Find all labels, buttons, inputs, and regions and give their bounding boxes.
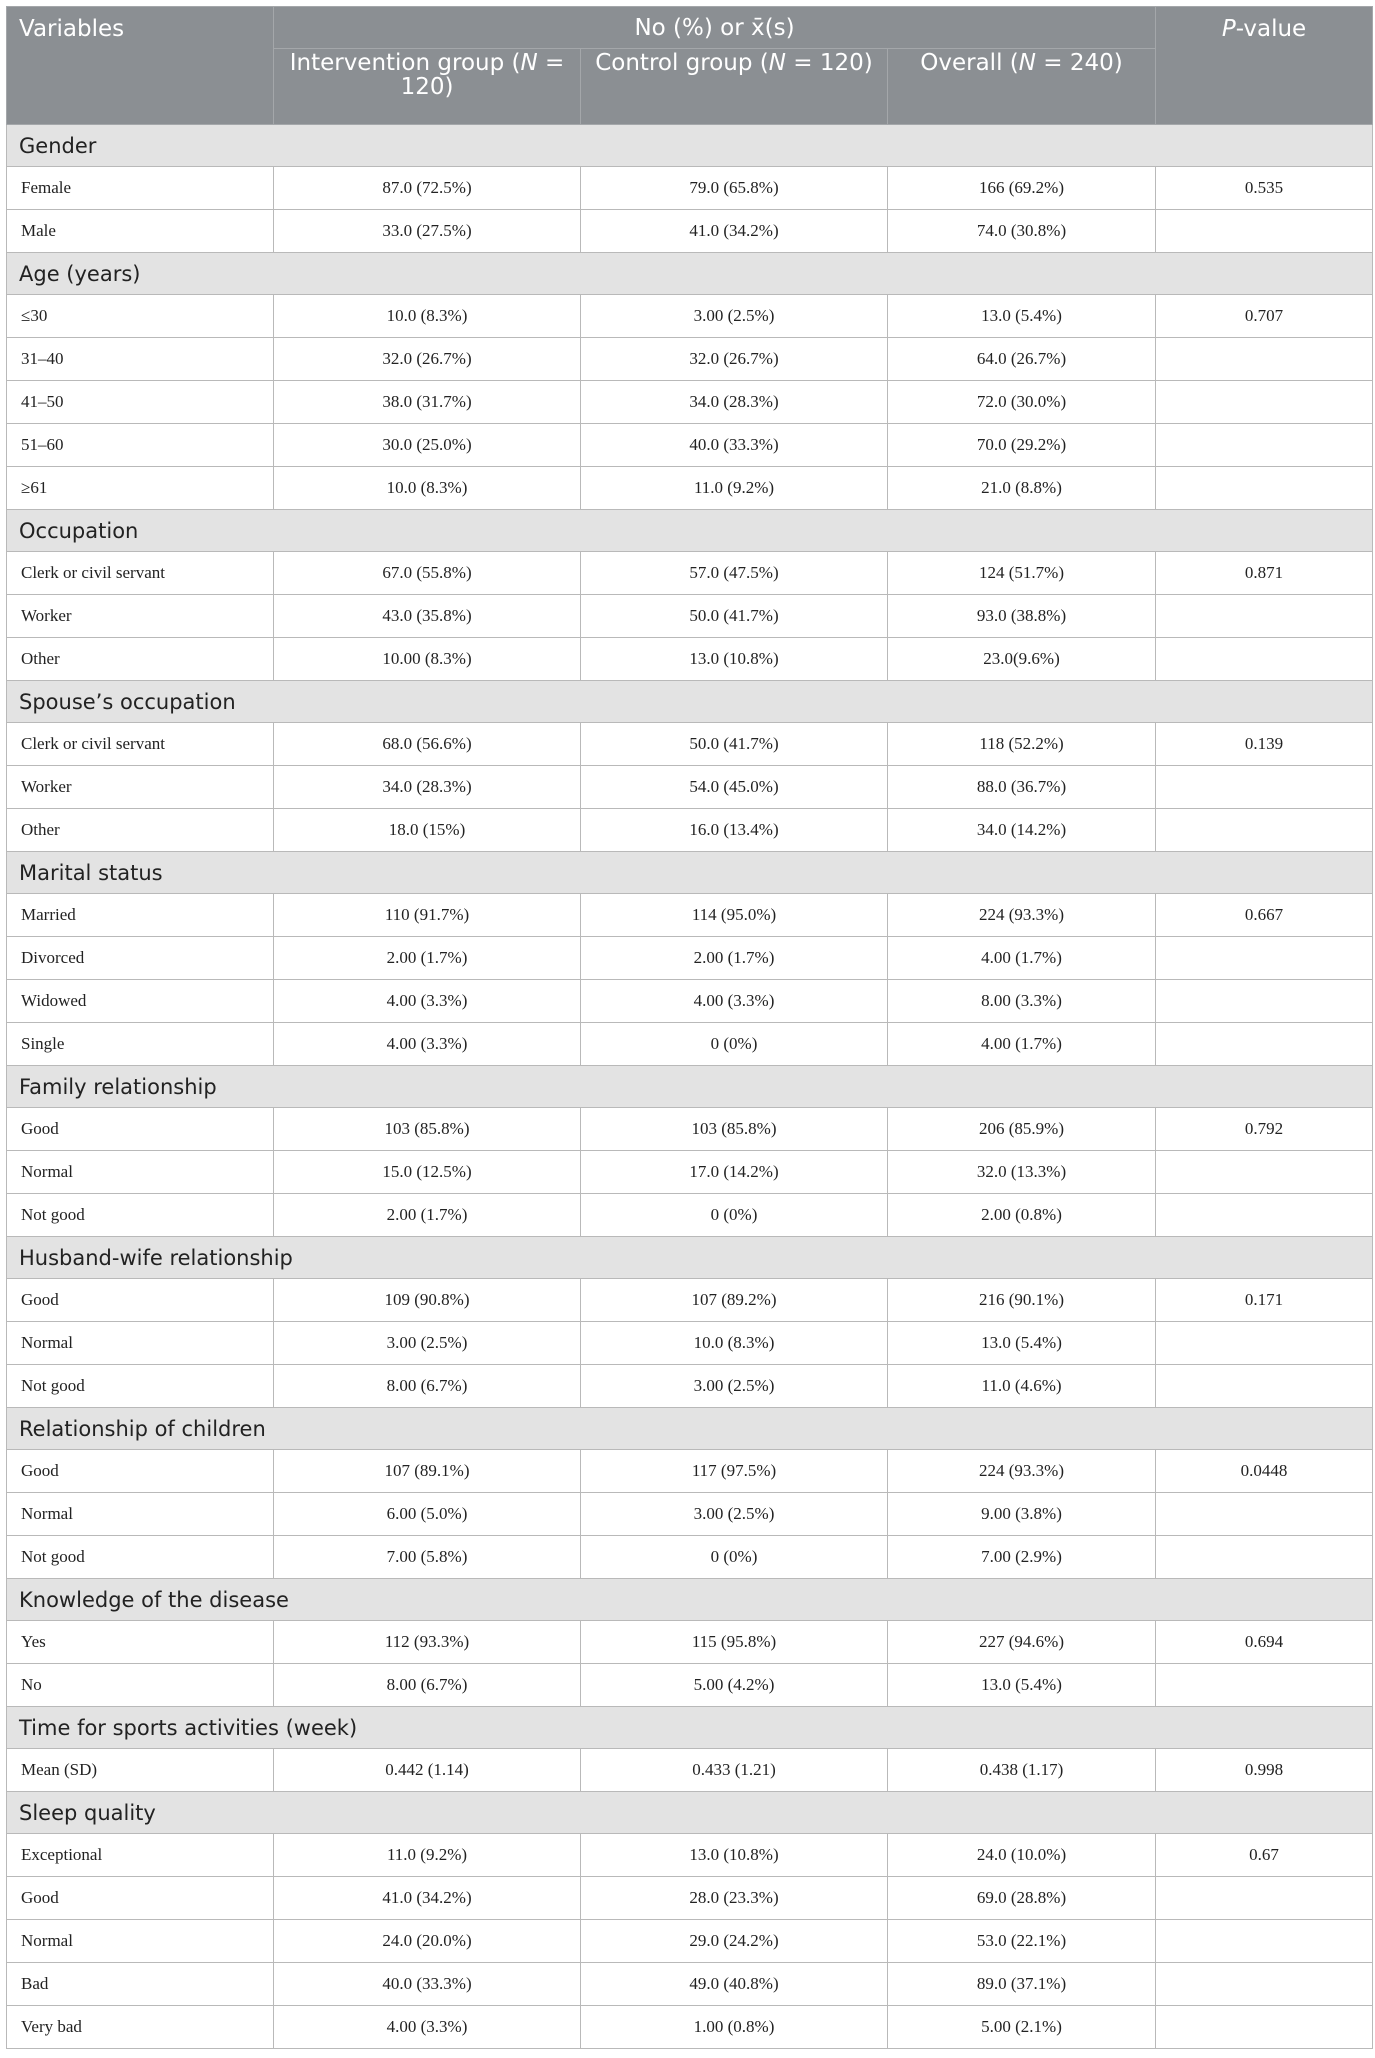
section-header-row [7,1066,1373,1108]
variable-label: ≥61 [7,467,274,510]
table-row [7,1536,1373,1579]
control-value: 32.0 (26.7%) [581,338,888,381]
control-value: 3.00 (2.5%) [581,295,888,338]
p-value: 0.535 [1156,167,1373,210]
intervention-value: 107 (89.1%) [274,1450,581,1493]
table-row [7,1365,1373,1408]
variable-label: Exceptional [7,1834,274,1877]
control-value: 11.0 (9.2%) [581,467,888,510]
intervention-value: 32.0 (26.7%) [274,338,581,381]
section-header-row [7,1792,1373,1834]
table-row [7,552,1373,595]
table-row [7,210,1373,253]
intervention-value: 2.00 (1.7%) [274,1194,581,1237]
section-header-row [7,253,1373,295]
table-row [7,980,1373,1023]
overall-value: 13.0 (5.4%) [888,295,1156,338]
overall-value: 34.0 (14.2%) [888,809,1156,852]
variable-label: Single [7,1023,274,1066]
control-value: 50.0 (41.7%) [581,723,888,766]
control-value: 117 (97.5%) [581,1450,888,1493]
overall-value: 13.0 (5.4%) [888,1664,1156,1707]
variable-label: Normal [7,1493,274,1536]
control-value: 13.0 (10.8%) [581,638,888,681]
variable-label: Worker [7,595,274,638]
variable-label: Bad [7,1963,274,2006]
table-row [7,766,1373,809]
table-row [7,1322,1373,1365]
overall-value: 4.00 (1.7%) [888,937,1156,980]
table-row [7,1963,1373,2006]
section-header-row [7,510,1373,552]
intervention-value: 109 (90.8%) [274,1279,581,1322]
control-value: 17.0 (14.2%) [581,1151,888,1194]
control-value: 5.00 (4.2%) [581,1664,888,1707]
overall-value: 124 (51.7%) [888,552,1156,595]
p-value [1156,1365,1373,1408]
p-value: 0.694 [1156,1621,1373,1664]
section-title: Time for sports activities (week) [7,1707,1373,1749]
table-header [7,7,1373,125]
p-value: 0.792 [1156,1108,1373,1151]
p-value [1156,1664,1373,1707]
intervention-value: 40.0 (33.3%) [274,1963,581,2006]
section-title: Knowledge of the disease [7,1579,1373,1621]
control-value: 107 (89.2%) [581,1279,888,1322]
variable-label: Not good [7,1365,274,1408]
intervention-value: 41.0 (34.2%) [274,1877,581,1920]
p-value [1156,1963,1373,2006]
p-value: 0.998 [1156,1749,1373,1792]
intervention-value: 68.0 (56.6%) [274,723,581,766]
variable-label: Yes [7,1621,274,1664]
intervention-value: 6.00 (5.0%) [274,1493,581,1536]
control-value: 1.00 (0.8%) [581,2006,888,2049]
variable-label: Good [7,1279,274,1322]
overall-value: 53.0 (22.1%) [888,1920,1156,1963]
overall-value: 93.0 (38.8%) [888,595,1156,638]
intervention-value: 33.0 (27.5%) [274,210,581,253]
intervention-value: 10.0 (8.3%) [274,295,581,338]
table-row [7,894,1373,937]
overall-value: 89.0 (37.1%) [888,1963,1156,2006]
intervention-value: 4.00 (3.3%) [274,2006,581,2049]
variable-label: Good [7,1450,274,1493]
p-value [1156,424,1373,467]
table-row [7,1151,1373,1194]
control-value: 49.0 (40.8%) [581,1963,888,2006]
header-variables: Variables [7,7,274,125]
p-value [1156,937,1373,980]
overall-value: 23.0(9.6%) [888,638,1156,681]
intervention-value: 8.00 (6.7%) [274,1664,581,1707]
variable-label: Mean (SD) [7,1749,274,1792]
overall-value: 70.0 (29.2%) [888,424,1156,467]
overall-value: 9.00 (3.8%) [888,1493,1156,1536]
variable-label: 31–40 [7,338,274,381]
control-value: 0.433 (1.21) [581,1749,888,1792]
intervention-value: 0.442 (1.14) [274,1749,581,1792]
overall-value: 72.0 (30.0%) [888,381,1156,424]
table-row [7,1493,1373,1536]
table-row [7,1450,1373,1493]
overall-value: 11.0 (4.6%) [888,1365,1156,1408]
control-value: 79.0 (65.8%) [581,167,888,210]
variable-label: Normal [7,1151,274,1194]
section-title: Family relationship [7,1066,1373,1108]
variable-label: 51–60 [7,424,274,467]
intervention-value: 112 (93.3%) [274,1621,581,1664]
variable-label: Normal [7,1920,274,1963]
table-row [7,1621,1373,1664]
variable-label: Good [7,1108,274,1151]
table-body [7,125,1373,2049]
intervention-value: 11.0 (9.2%) [274,1834,581,1877]
control-value: 29.0 (24.2%) [581,1920,888,1963]
section-header-row [7,1408,1373,1450]
overall-value: 64.0 (26.7%) [888,338,1156,381]
control-value: 34.0 (28.3%) [581,381,888,424]
control-value: 0 (0%) [581,1536,888,1579]
variable-label: Clerk or civil servant [7,723,274,766]
section-title: Age (years) [7,253,1373,295]
control-value: 3.00 (2.5%) [581,1493,888,1536]
variable-label: Good [7,1877,274,1920]
p-value [1156,595,1373,638]
section-title: Husband-wife relationship [7,1237,1373,1279]
section-header-row [7,1237,1373,1279]
overall-value: 88.0 (36.7%) [888,766,1156,809]
table-row [7,2006,1373,2049]
overall-value: 224 (93.3%) [888,1450,1156,1493]
control-value: 3.00 (2.5%) [581,1365,888,1408]
table-row [7,1279,1373,1322]
control-value: 13.0 (10.8%) [581,1834,888,1877]
overall-value: 24.0 (10.0%) [888,1834,1156,1877]
control-value: 0 (0%) [581,1023,888,1066]
p-value [1156,338,1373,381]
p-value [1156,1194,1373,1237]
overall-value: 74.0 (30.8%) [888,210,1156,253]
overall-value: 69.0 (28.8%) [888,1877,1156,1920]
control-value: 54.0 (45.0%) [581,766,888,809]
p-value: 0.0448 [1156,1450,1373,1493]
control-value: 41.0 (34.2%) [581,210,888,253]
overall-value: 7.00 (2.9%) [888,1536,1156,1579]
demographics-table [6,6,1373,2049]
intervention-value: 10.0 (8.3%) [274,467,581,510]
intervention-value: 103 (85.8%) [274,1108,581,1151]
section-header-row [7,125,1373,167]
control-value: 114 (95.0%) [581,894,888,937]
table-row [7,638,1373,681]
control-value: 16.0 (13.4%) [581,809,888,852]
variable-label: Other [7,809,274,852]
table-row [7,1108,1373,1151]
p-value [1156,1920,1373,1963]
section-header-row [7,1707,1373,1749]
p-value: 0.67 [1156,1834,1373,1877]
table-row [7,595,1373,638]
intervention-value: 4.00 (3.3%) [274,980,581,1023]
p-value [1156,1151,1373,1194]
intervention-value: 4.00 (3.3%) [274,1023,581,1066]
overall-value: 216 (90.1%) [888,1279,1156,1322]
intervention-value: 67.0 (55.8%) [274,552,581,595]
variable-label: Widowed [7,980,274,1023]
overall-value: 166 (69.2%) [888,167,1156,210]
table-row [7,467,1373,510]
control-value: 50.0 (41.7%) [581,595,888,638]
variable-label: 41–50 [7,381,274,424]
overall-value: 8.00 (3.3%) [888,980,1156,1023]
intervention-value: 24.0 (20.0%) [274,1920,581,1963]
overall-value: 32.0 (13.3%) [888,1151,1156,1194]
header-count-or-mean: No (%) or x̄(s) [274,7,1156,49]
table-row [7,809,1373,852]
variable-label: Worker [7,766,274,809]
variable-label: Clerk or civil servant [7,552,274,595]
p-value [1156,766,1373,809]
header-overall: Overall (N = 240) [888,49,1156,125]
variable-label: ≤30 [7,295,274,338]
variable-label: Divorced [7,937,274,980]
section-title: Relationship of children [7,1408,1373,1450]
variable-label: Male [7,210,274,253]
p-value [1156,1322,1373,1365]
table-row [7,1920,1373,1963]
header-p-value: P-value [1156,7,1373,125]
p-value: 0.139 [1156,723,1373,766]
p-value: 0.667 [1156,894,1373,937]
control-value: 28.0 (23.3%) [581,1877,888,1920]
control-value: 57.0 (47.5%) [581,552,888,595]
p-value [1156,467,1373,510]
intervention-value: 8.00 (6.7%) [274,1365,581,1408]
intervention-value: 2.00 (1.7%) [274,937,581,980]
section-title: Marital status [7,852,1373,894]
section-header-row [7,681,1373,723]
section-header-row [7,1579,1373,1621]
intervention-value: 7.00 (5.8%) [274,1536,581,1579]
intervention-value: 3.00 (2.5%) [274,1322,581,1365]
table-row [7,1023,1373,1066]
control-value: 2.00 (1.7%) [581,937,888,980]
header-control-group: Control group (N = 120) [581,49,888,125]
p-value [1156,1536,1373,1579]
section-title: Occupation [7,510,1373,552]
overall-value: 5.00 (2.1%) [888,2006,1156,2049]
p-value: 0.871 [1156,552,1373,595]
p-value [1156,1023,1373,1066]
control-value: 10.0 (8.3%) [581,1322,888,1365]
control-value: 115 (95.8%) [581,1621,888,1664]
intervention-value: 43.0 (35.8%) [274,595,581,638]
table-row [7,167,1373,210]
variable-label: Normal [7,1322,274,1365]
intervention-value: 110 (91.7%) [274,894,581,937]
table-row [7,937,1373,980]
table-row [7,424,1373,467]
p-value [1156,1493,1373,1536]
overall-value: 0.438 (1.17) [888,1749,1156,1792]
intervention-value: 15.0 (12.5%) [274,1151,581,1194]
p-value: 0.171 [1156,1279,1373,1322]
intervention-value: 10.00 (8.3%) [274,638,581,681]
control-value: 4.00 (3.3%) [581,980,888,1023]
overall-value: 224 (93.3%) [888,894,1156,937]
variable-label: No [7,1664,274,1707]
table-row [7,1834,1373,1877]
overall-value: 21.0 (8.8%) [888,467,1156,510]
table-row [7,723,1373,766]
p-value [1156,2006,1373,2049]
intervention-value: 18.0 (15%) [274,809,581,852]
variable-label: Not good [7,1194,274,1237]
p-value [1156,210,1373,253]
p-value: 0.707 [1156,295,1373,338]
control-value: 40.0 (33.3%) [581,424,888,467]
section-header-row [7,852,1373,894]
control-value: 0 (0%) [581,1194,888,1237]
section-title: Spouse’s occupation [7,681,1373,723]
table-row [7,1877,1373,1920]
p-value [1156,980,1373,1023]
p-value [1156,381,1373,424]
table-row [7,1194,1373,1237]
variable-label: Other [7,638,274,681]
intervention-value: 34.0 (28.3%) [274,766,581,809]
table-row [7,1664,1373,1707]
table-row [7,381,1373,424]
section-title: Sleep quality [7,1792,1373,1834]
table-row [7,338,1373,381]
control-value: 103 (85.8%) [581,1108,888,1151]
overall-value: 118 (52.2%) [888,723,1156,766]
variable-label: Very bad [7,2006,274,2049]
overall-value: 206 (85.9%) [888,1108,1156,1151]
overall-value: 4.00 (1.7%) [888,1023,1156,1066]
overall-value: 227 (94.6%) [888,1621,1156,1664]
table-row [7,295,1373,338]
table-row [7,1749,1373,1792]
p-value [1156,809,1373,852]
variable-label: Female [7,167,274,210]
intervention-value: 38.0 (31.7%) [274,381,581,424]
p-value [1156,1877,1373,1920]
variable-label: Married [7,894,274,937]
intervention-value: 87.0 (72.5%) [274,167,581,210]
p-value [1156,638,1373,681]
overall-value: 13.0 (5.4%) [888,1322,1156,1365]
overall-value: 2.00 (0.8%) [888,1194,1156,1237]
section-title: Gender [7,125,1373,167]
header-intervention-group: Intervention group (N = 120) [274,49,581,125]
intervention-value: 30.0 (25.0%) [274,424,581,467]
variable-label: Not good [7,1536,274,1579]
